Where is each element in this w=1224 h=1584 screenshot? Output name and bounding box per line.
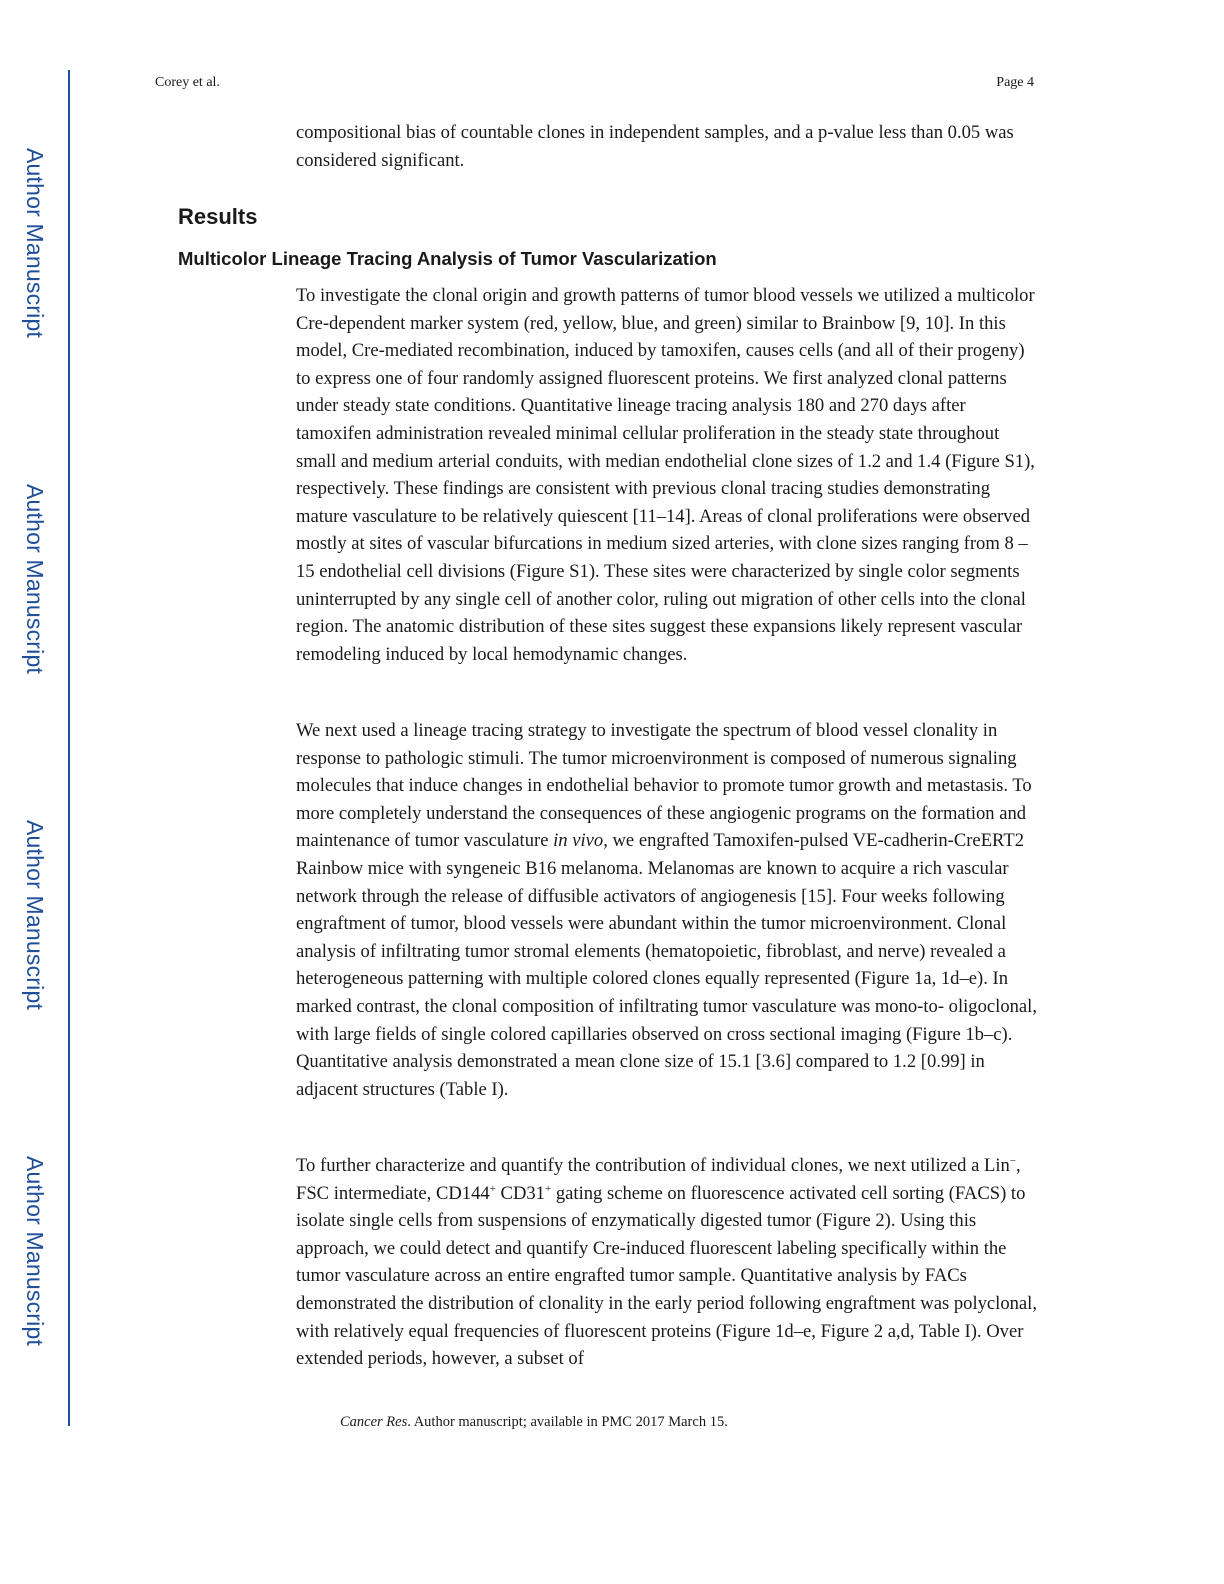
side-label-3: Author Manuscript: [22, 820, 48, 1011]
footer-note: . Author manuscript; available in PMC 2017 March 15.: [407, 1414, 728, 1430]
running-head-authors: Corey et al.: [155, 75, 220, 90]
paragraph-2-text: [296, 717, 1038, 1103]
paragraph-3-part2: , FSC intermediate, CD144: [296, 1155, 1021, 1204]
subsection-heading: Multicolor Lineage Tracing Analysis of Tumor Vascularization: [178, 248, 717, 269]
intro-text: compositional bias of countable clones in independent samples, and a p-value less than 0.05 was considered significant.: [296, 122, 1014, 171]
side-label-4: Author Manuscript: [22, 1156, 48, 1347]
page-number: Page 4: [996, 75, 1034, 90]
paragraph-2-italic: in vivo: [553, 830, 604, 852]
paragraph-3-text: [296, 1152, 1038, 1373]
paragraph-2-part1: We next used a lineage tracing strategy to investigate the spectrum of blood vessel clonality in response to pathologic stimuli. The tumor microenvironment is composed of numerous signaling molecules that induce changes in endothelial behavior to promote tumor growth and metastasis. To more completely understand the consequences of these angiogenic programs on the formation and maintenance of tumor vasculature: [296, 720, 1032, 852]
paragraph-3: [296, 1152, 1038, 1373]
paragraph-2-part2: , we engrafted Tamoxifen-pulsed VE-cadherin-CreERT2 Rainbow mice with syngeneic B16 melanoma. Melanomas are known to acquire a rich vascular network through the release of diffusible activators of angiogenesis [15]. Four weeks following engraftment of tumor, blood vessels were abundant within the tumor microenvironment. Clonal analysis of infiltrating tumor stromal elements (hematopoietic, fibroblast, and nerve) revealed a heterogeneous patterning with multiple colored clones equally represented (Figure 1a, 1d–e). In marked contrast, the clonal composition of infiltrating tumor vasculature was mono-to- oligoclonal, with large fields of single colored capillaries observed on cross sectional imaging (Figure 1b–c). Quantitative analysis demonstrated a mean clone size of 15.1 [3.6] compared to 1.2 [0.99] in adjacent structures (Table I).: [296, 830, 1037, 1100]
paragraph-3-part3: CD31: [495, 1182, 545, 1204]
paragraph-3-part4: gating scheme on fluorescence activated cell sorting (FACS) to isolate single cells from suspensions of enzymatically digested tumor (Figure 2). Using this approach, we could detect and quantify Cre-induced fluorescent labeling specifically within the tumor vasculature across an entire engrafted tumor sample. Quantitative analysis by FACs demonstrated the distribution of clonality in the early period following engraftment was polyclonal, with relatively equal frequencies of fluorescent proteins (Figure 1d–e, Figure 2 a,d, Table I). Over extended periods, however, a subset of: [296, 1182, 1037, 1370]
paragraph-2: [296, 717, 1038, 1103]
paragraph-3-part1: To further characterize and quantify the contribution of individual clones, we next utilized a Lin: [296, 1155, 1010, 1176]
intro-paragraph: [296, 119, 1038, 174]
side-label-1: Author Manuscript: [22, 148, 48, 339]
paragraph-3-sup2: +: [489, 1182, 496, 1195]
footer-journal: Cancer Res: [340, 1414, 408, 1430]
section-heading: Results: [178, 204, 258, 229]
page-footer: [340, 1414, 728, 1431]
paragraph-1-text: To investigate the clonal origin and growth patterns of tumor blood vessels we utilized a multicolor Cre-dependent marker system (red, yellow, blue, and green) similar to Brainbow [9, 10]. In this model, Cre-mediated recombination, induced by tamoxifen, causes cells (and all of their progeny) to express one of four randomly assigned fluorescent proteins. We first analyzed clonal patterns under steady state conditions. Quantitative lineage tracing analysis 180 and 270 days after tamoxifen administration revealed minimal cellular proliferation in the steady state throughout small and medium arterial conduits, with median endothelial clone sizes of 1.2 and 1.4 (Figure S1), respectively. These findings are consistent with previous clonal tracing studies demonstrating mature vasculature to be relatively quiescent [11–14]. Areas of clonal proliferations were observed mostly at sites of vascular bifurcations in medium sized arteries, with clone sizes ranging from 8 – 15 endothelial cell divisions (Figure S1). These sites were characterized by single color segments uninterrupted by any single cell of another color, ruling out migration of other cells into the clonal region. The anatomic distribution of these sites suggest these expansions likely represent vascular remodeling induced by local hemodynamic changes.: [296, 285, 1035, 665]
side-label-2: Author Manuscript: [22, 484, 48, 675]
paragraph-1: [296, 282, 1038, 668]
paragraph-3-sup3: +: [544, 1182, 552, 1195]
margin-rule: [68, 70, 70, 1426]
paragraph-3-sup1: −: [1009, 1154, 1017, 1167]
